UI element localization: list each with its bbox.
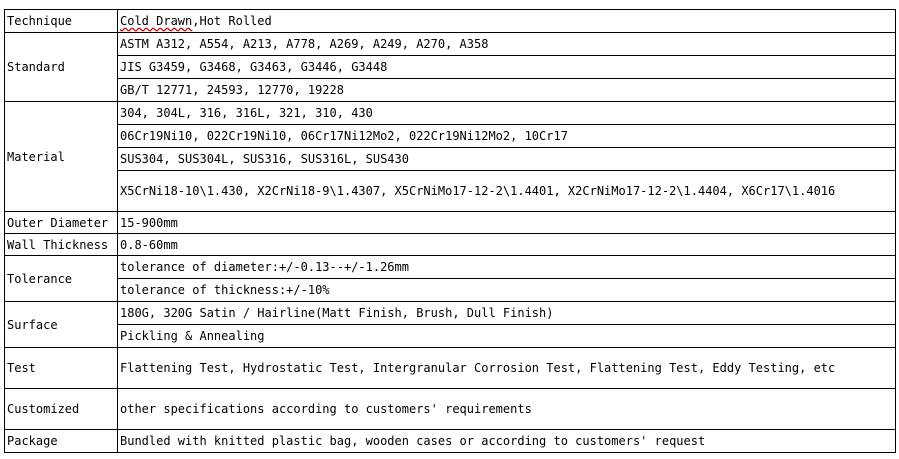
technique-label: Technique bbox=[5, 10, 118, 33]
standard-value: GB/T 12771, 24593, 12770, 19228 bbox=[118, 79, 896, 102]
table-row bbox=[5, 279, 896, 302]
table-row bbox=[5, 212, 896, 234]
technique-value bbox=[118, 10, 896, 33]
standard-label: Standard bbox=[5, 33, 118, 102]
technique-value-b: ,Hot Rolled bbox=[192, 14, 272, 28]
table-row bbox=[5, 234, 896, 256]
table-row bbox=[5, 102, 896, 125]
table-row bbox=[5, 325, 896, 348]
technique-value-a: Cold Drawn bbox=[120, 14, 193, 28]
spec-table bbox=[4, 9, 896, 453]
table-row bbox=[5, 430, 896, 453]
wall-thickness-value: 0.8-60mm bbox=[118, 234, 896, 256]
customized-label: Customized bbox=[5, 389, 118, 430]
table-row bbox=[5, 56, 896, 79]
standard-value: JIS G3459, G3468, G3463, G3446, G3448 bbox=[118, 56, 896, 79]
tolerance-value: tolerance of diameter:+/-0.13--+/-1.26mm bbox=[118, 256, 896, 279]
table-row bbox=[5, 148, 896, 171]
material-value: 06Cr19Ni10, 022Cr19Ni10, 06Cr17Ni12Mo2, 022Cr19Ni12Mo2, 10Cr17 bbox=[118, 125, 896, 148]
table-row bbox=[5, 171, 896, 212]
table-row bbox=[5, 302, 896, 325]
table-row bbox=[5, 348, 896, 389]
surface-value: 180G, 320G Satin / Hairline(Matt Finish, Brush, Dull Finish) bbox=[118, 302, 896, 325]
outer-diameter-value: 15-900mm bbox=[118, 212, 896, 234]
package-label: Package bbox=[5, 430, 118, 453]
test-value: Flattening Test, Hydrostatic Test, Intergranular Corrosion Test, Flattening Test, Eddy Testing, etc bbox=[118, 348, 896, 389]
package-value: Bundled with knitted plastic bag, wooden cases or according to customers' request bbox=[118, 430, 896, 453]
table-row bbox=[5, 33, 896, 56]
customized-value: other specifications according to customers' requirements bbox=[118, 389, 896, 430]
outer-diameter-label: Outer Diameter bbox=[5, 212, 118, 234]
material-value: SUS304, SUS304L, SUS316, SUS316L, SUS430 bbox=[118, 148, 896, 171]
surface-value: Pickling & Annealing bbox=[118, 325, 896, 348]
table-row bbox=[5, 79, 896, 102]
table-row bbox=[5, 125, 896, 148]
wall-thickness-label: Wall Thickness bbox=[5, 234, 118, 256]
tolerance-label: Tolerance bbox=[5, 256, 118, 302]
surface-label: Surface bbox=[5, 302, 118, 348]
material-value: X5CrNi18-10\1.430, X2CrNi18-9\1.4307, X5CrNiMo17-12-2\1.4401, X2CrNiMo17-12-2\1.4404, X6Cr17\1.4016 bbox=[118, 171, 896, 212]
table-row bbox=[5, 256, 896, 279]
table-row bbox=[5, 10, 896, 33]
tolerance-value: tolerance of thickness:+/-10% bbox=[118, 279, 896, 302]
material-label: Material bbox=[5, 102, 118, 212]
table-row bbox=[5, 389, 896, 430]
standard-value: ASTM A312, A554, A213, A778, A269, A249, A270, A358 bbox=[118, 33, 896, 56]
test-label: Test bbox=[5, 348, 118, 389]
material-value: 304, 304L, 316, 316L, 321, 310, 430 bbox=[118, 102, 896, 125]
